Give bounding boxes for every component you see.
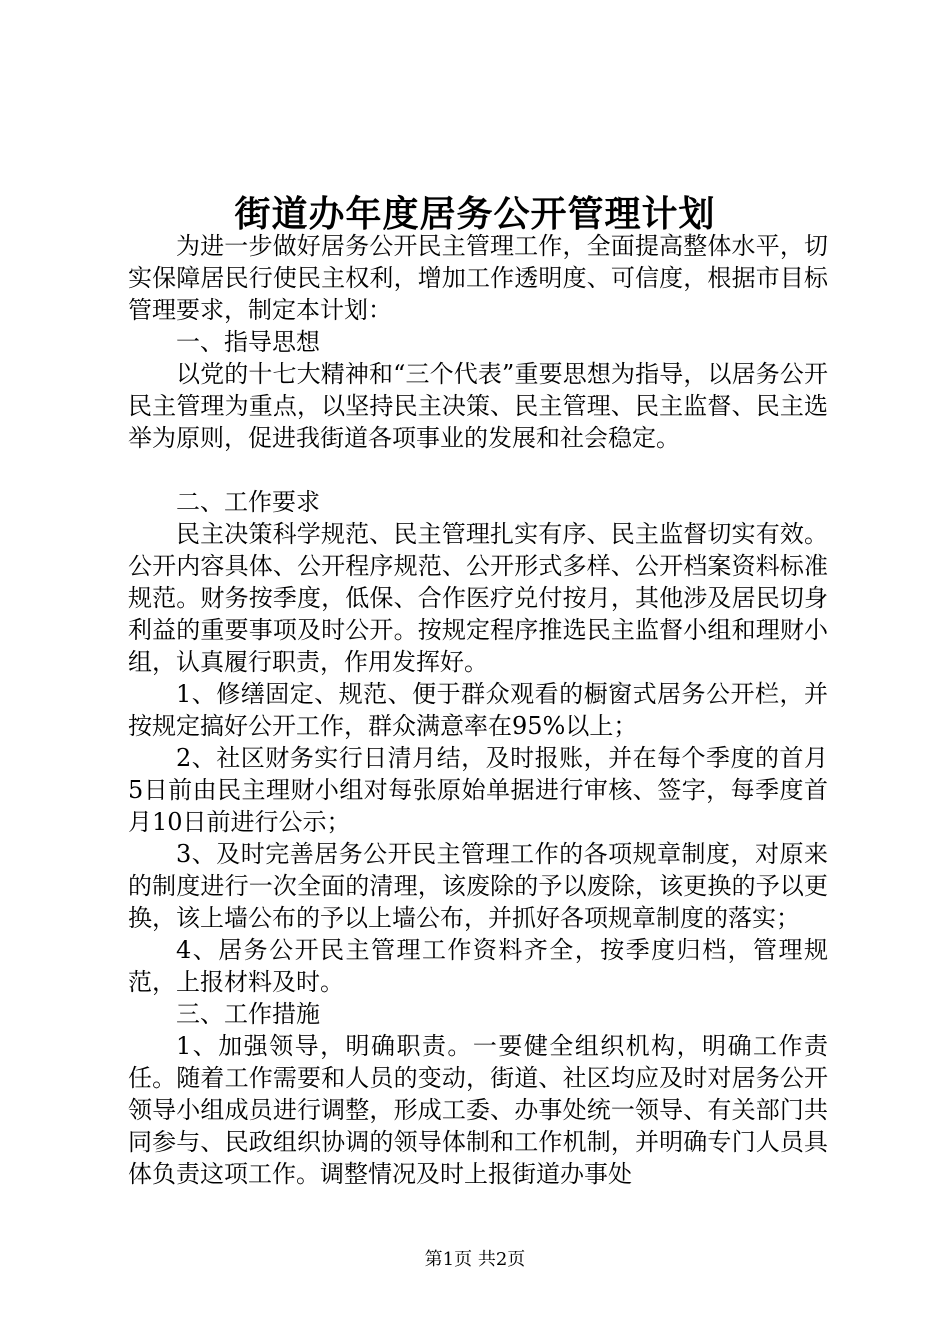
- requirement-item-1: 1、修缮固定、规范、便于群众观看的橱窗式居务公开栏，并按规定搞好公开工作，群众满意率在95%以上；: [128, 680, 828, 740]
- paragraph-work-requirements: 民主决策科学规范、民主管理扎实有序、民主监督切实有效。公开内容具体、公开程序规范、公开形式多样、公开档案资料标准规范。财务按季度，低保、合作医疗兑付按月，其他涉及居民切身利益的重要事项及时公开。按规定程序推选民主监督小组和理财小组，认真履行职责，作用发挥好。: [128, 520, 828, 676]
- document-title: 街道办年度居务公开管理计划: [234, 193, 716, 235]
- requirement-item-3: 3、及时完善居务公开民主管理工作的各项规章制度，对原来的制度进行一次全面的清理，该废除的予以废除，该更换的予以更换，该上墙公布的予以上墙公布，并抓好各项规章制度的落实；: [128, 840, 828, 932]
- heading-work-measures: 三、工作措施: [176, 1000, 320, 1028]
- measure-item-1: 1、加强领导，明确职责。一要健全组织机构，明确工作责任。随着工作需要和人员的变动，街道、社区均应及时对居务公开领导小组成员进行调整，形成工委、办事处统一领导、有关部门共同参与、民政组织协调的领导体制和工作机制，并明确专门人员具体负责这项工作。调整情况及时上报街道办事处: [128, 1032, 828, 1188]
- requirement-item-2: 2、社区财务实行日清月结，及时报账，并在每个季度的首月5日前由民主理财小组对每张原始单据进行审核、签字，每季度首月10日前进行公示；: [128, 744, 828, 836]
- requirement-item-4: 4、居务公开民主管理工作资料齐全，按季度归档，管理规范，上报材料及时。: [128, 936, 828, 996]
- paragraph-guiding-thought: 以党的十七大精神和“三个代表”重要思想为指导，以居务公开民主管理为重点，以坚持民主决策、民主管理、民主监督、民主选举为原则，促进我街道各项事业的发展和社会稳定。: [128, 360, 828, 452]
- heading-guiding-thought: 一、指导思想: [176, 328, 320, 356]
- paragraph-intro: 为进一步做好居务公开民主管理工作，全面提高整体水平，切实保障居民行使民主权利，增加工作透明度、可信度，根据市目标管理要求，制定本计划：: [128, 232, 828, 324]
- document-body: [128, 230, 828, 1190]
- page-number-footer: 第1页 共2页: [424, 1249, 526, 1270]
- heading-work-requirements: 二、工作要求: [176, 488, 320, 516]
- blank-line: [128, 454, 828, 486]
